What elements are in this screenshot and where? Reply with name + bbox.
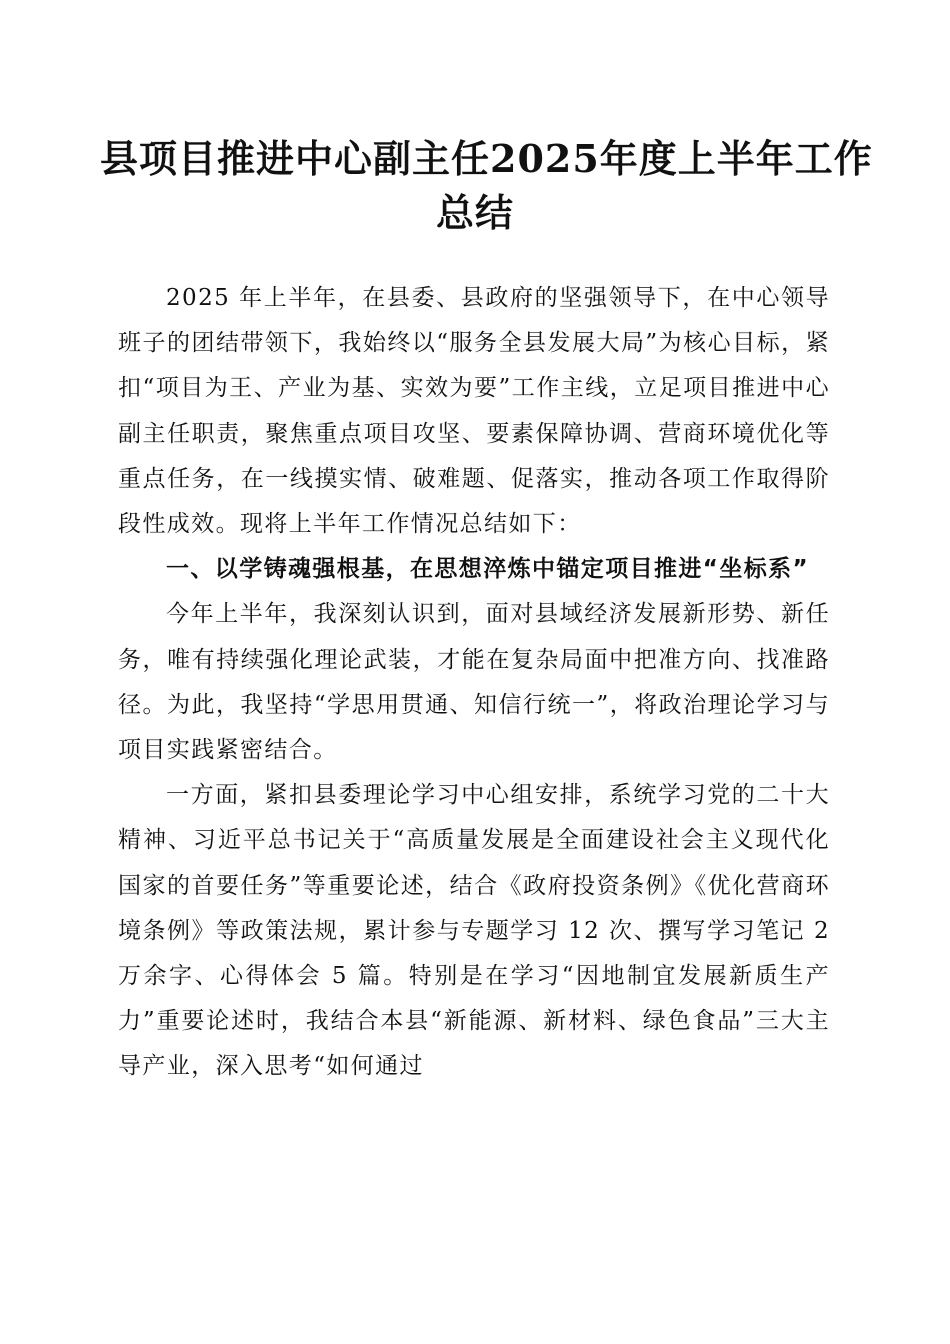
body-paragraph: 一方面，紧扣县委理论学习中心组安排，系统学习党的二十大精神、习近平总书记关于“高质量发展是全面建设社会主义现代化国家的首要任务”等重要论述，结合《政府投资条例》《优化营商环境条例》等政策法规，累计参与专题学习 12 次、撰写学习笔记 2 万余字、心得体会 5 篇。特别是在学习“因地制宜发展新质生产力”重要论述时，我结合本县“新能源、新材料、绿色食品”三大主导产业，深入思考“如何通过 [118,782,830,1080]
title-line-2: 总结 [435,190,514,235]
title-line-1: 县项目推进中心副主任2025年度上半年工作 [100,136,873,181]
document-title [100,132,873,240]
section-heading-1: 一、以学铸魂强根基，在思想淬炼中锚定项目推进“坐标系” [166,556,810,583]
document-body [118,276,830,1090]
intro-paragraph: 2025 年上半年，在县委、县政府的坚强领导下，在中心领导班子的团结带领下，我始终以“服务全县发展大局”为核心目标，紧扣“项目为王、产业为基、实效为要”工作主线，立足项目推进中心副主任职责，聚焦重点项目攻坚、要素保障协调、营商环境优化等重点任务，在一线摸实情、破难题、促落实，推动各项工作取得阶段性成效。现将上半年工作情况总结如下： [118,285,830,538]
body-paragraph: 今年上半年，我深刻认识到，面对县域经济发展新形势、新任务，唯有持续强化理论武装，才能在复杂局面中把准方向、找准路径。为此，我坚持“学思用贯通、知信行统一”，将政治理论学习与项目实践紧密结合。 [118,601,830,764]
